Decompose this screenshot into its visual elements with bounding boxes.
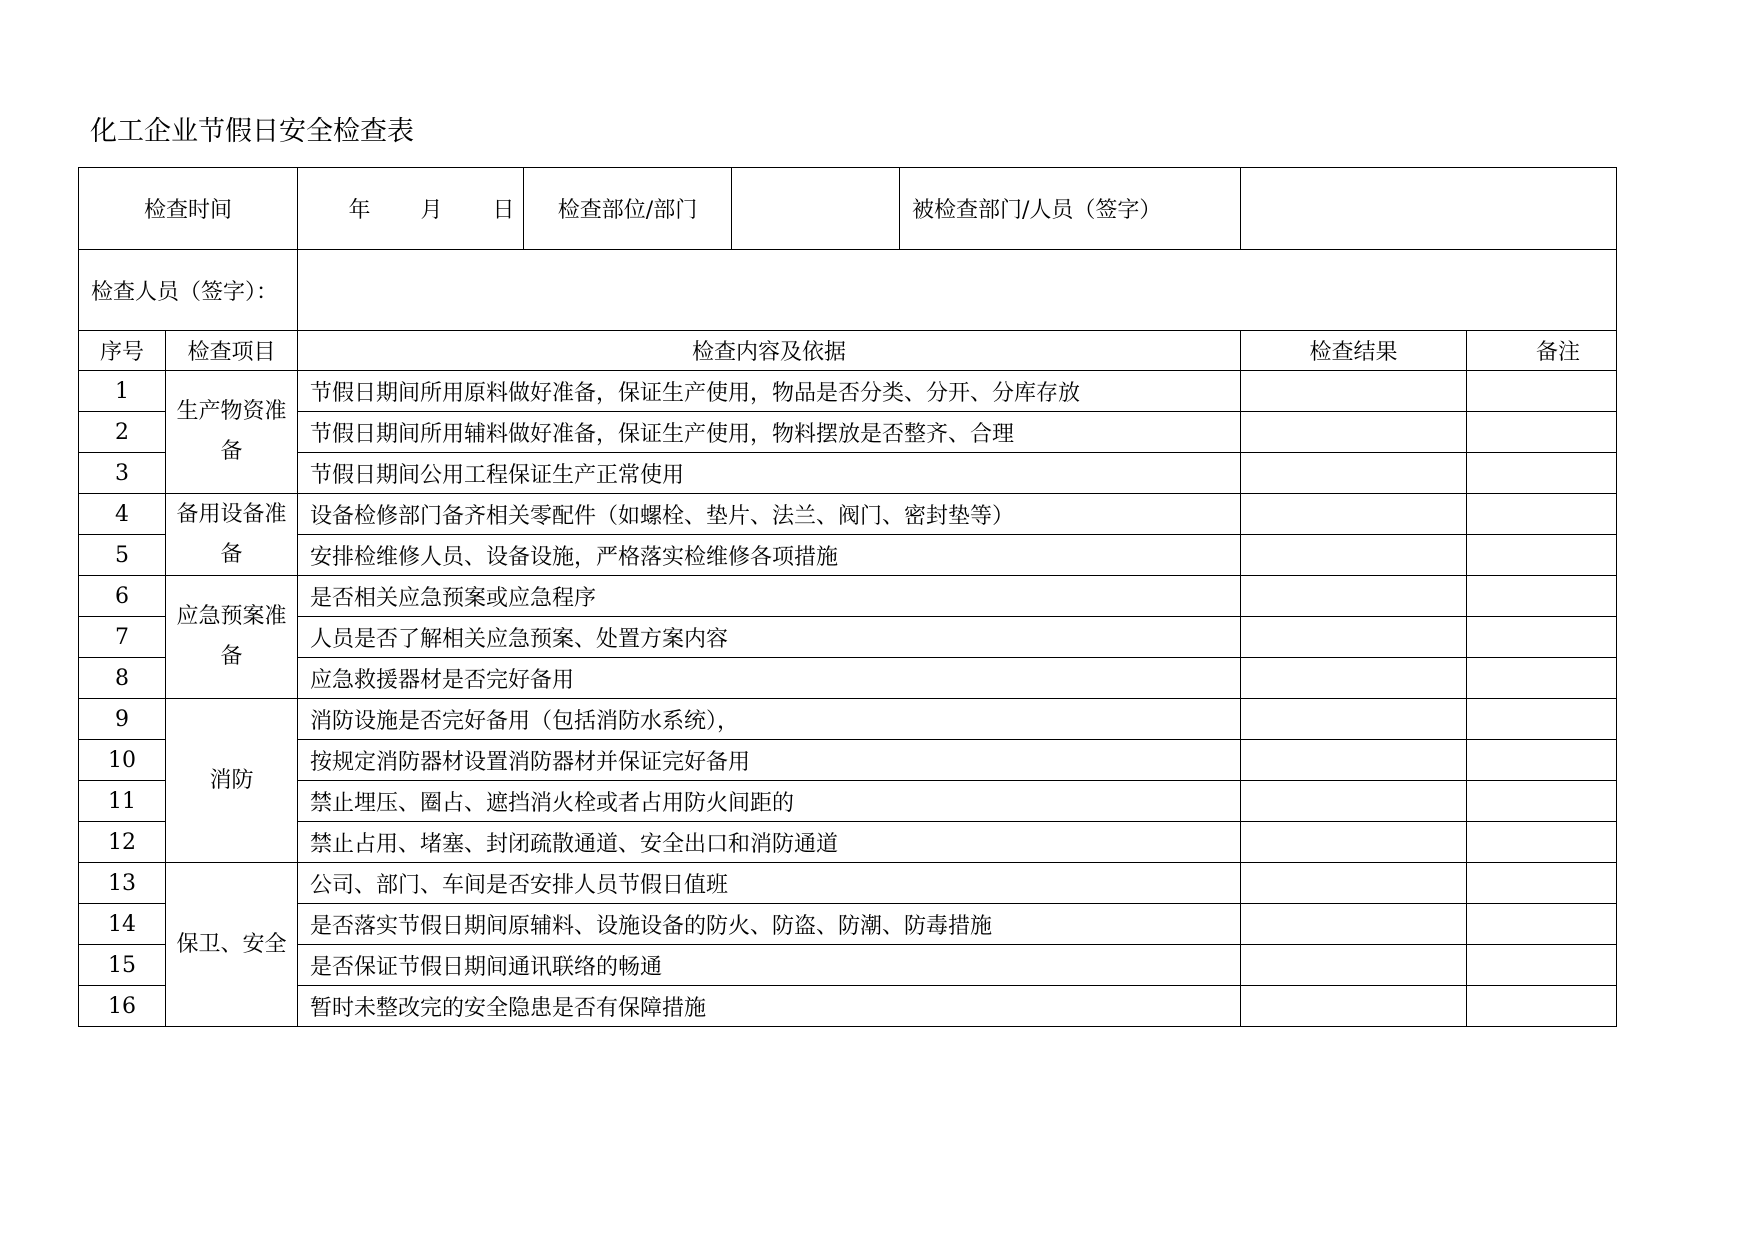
inspection-time-label: 检查时间 [79, 168, 298, 250]
inspector-label: 检查人员（签字）： [79, 250, 298, 331]
row-remark-field[interactable] [1467, 740, 1617, 781]
table-row [79, 453, 1617, 494]
category-label: 生产物资准备 [176, 399, 287, 464]
row-number: 1 [79, 371, 166, 412]
col-header-item: 检查项目 [166, 331, 298, 371]
table-row [79, 494, 1617, 535]
row-number: 9 [79, 699, 166, 740]
category-label: 备用设备准备 [176, 501, 287, 567]
row-result-field[interactable] [1241, 781, 1467, 822]
row-result-field[interactable] [1241, 904, 1467, 945]
header-row [79, 168, 1617, 250]
row-content: 是否保证节假日期间通讯联络的畅通 [298, 945, 1241, 986]
table-row [79, 576, 1617, 617]
row-result-field[interactable] [1241, 658, 1467, 699]
row-content: 是否相关应急预案或应急程序 [298, 576, 1241, 617]
row-number: 4 [79, 494, 166, 535]
row-result-field[interactable] [1241, 699, 1467, 740]
row-content: 节假日期间公用工程保证生产正常使用 [298, 453, 1241, 494]
row-number: 5 [79, 535, 166, 576]
row-result-field[interactable] [1241, 863, 1467, 904]
row-result-field[interactable] [1241, 617, 1467, 658]
row-remark-field[interactable] [1467, 412, 1617, 453]
row-number: 12 [79, 822, 166, 863]
row-number: 6 [79, 576, 166, 617]
table-row [79, 699, 1617, 740]
category-cell [166, 863, 298, 1027]
row-remark-field[interactable] [1467, 535, 1617, 576]
category-label: 消防 [209, 767, 254, 793]
category-label: 应急预案准备 [176, 604, 287, 669]
date-day-label: 日 [492, 198, 515, 223]
row-number: 15 [79, 945, 166, 986]
row-remark-field[interactable] [1467, 699, 1617, 740]
date-year-label: 年 [348, 198, 371, 223]
table-row [79, 863, 1617, 904]
row-content: 暂时未整改完的安全隐患是否有保障措施 [298, 986, 1241, 1027]
row-number: 2 [79, 412, 166, 453]
row-content: 消防设施是否完好备用（包括消防水系统）， [298, 699, 1241, 740]
row-number: 14 [79, 904, 166, 945]
table-row [79, 945, 1617, 986]
row-result-field[interactable] [1241, 412, 1467, 453]
row-remark-field[interactable] [1467, 822, 1617, 863]
table-row [79, 371, 1617, 412]
category-cell [166, 576, 298, 699]
row-content: 禁止埋压、圈占、遮挡消火栓或者占用防火间距的 [298, 781, 1241, 822]
row-remark-field[interactable] [1467, 453, 1617, 494]
row-remark-field[interactable] [1467, 986, 1617, 1027]
row-remark-field[interactable] [1467, 781, 1617, 822]
row-result-field[interactable] [1241, 822, 1467, 863]
inspector-signature-field[interactable] [298, 250, 1617, 331]
inspected-location-field[interactable] [732, 168, 900, 250]
row-number: 11 [79, 781, 166, 822]
row-content: 是否落实节假日期间原辅料、设施设备的防火、防盗、防潮、防毒措施 [298, 904, 1241, 945]
row-result-field[interactable] [1241, 453, 1467, 494]
col-header-result: 检查结果 [1241, 331, 1467, 371]
inspected-location-label: 检查部位/部门 [524, 168, 732, 250]
inspection-table [78, 167, 1617, 1027]
table-row [79, 904, 1617, 945]
row-remark-field[interactable] [1467, 617, 1617, 658]
inspector-row [79, 250, 1617, 331]
category-label: 保卫、安全 [176, 931, 287, 957]
category-cell [166, 494, 298, 576]
col-header-remark: 备注 [1467, 331, 1617, 371]
row-content: 公司、部门、车间是否安排人员节假日值班 [298, 863, 1241, 904]
row-content: 设备检修部门备齐相关零配件（如螺栓、垫片、法兰、阀门、密封垫等） [298, 494, 1241, 535]
inspection-time-field[interactable] [298, 168, 524, 250]
row-result-field[interactable] [1241, 986, 1467, 1027]
row-result-field[interactable] [1241, 535, 1467, 576]
column-header-row [79, 331, 1617, 371]
row-result-field[interactable] [1241, 576, 1467, 617]
row-content: 节假日期间所用辅料做好准备，保证生产使用，物料摆放是否整齐、合理 [298, 412, 1241, 453]
row-number: 13 [79, 863, 166, 904]
category-cell [166, 699, 298, 863]
row-content: 节假日期间所用原料做好准备，保证生产使用，物品是否分类、分开、分库存放 [298, 371, 1241, 412]
row-result-field[interactable] [1241, 371, 1467, 412]
page-title: 化工企业节假日安全检查表 [90, 116, 414, 147]
table-row [79, 535, 1617, 576]
table-row [79, 658, 1617, 699]
row-content: 安排检维修人员、设备设施，严格落实检维修各项措施 [298, 535, 1241, 576]
row-remark-field[interactable] [1467, 576, 1617, 617]
inspected-dept-label: 被检查部门/人员（签字） [900, 168, 1241, 250]
table-row [79, 740, 1617, 781]
row-remark-field[interactable] [1467, 371, 1617, 412]
table-row [79, 822, 1617, 863]
date-month-label: 月 [420, 198, 443, 223]
table-row [79, 781, 1617, 822]
row-number: 8 [79, 658, 166, 699]
row-number: 3 [79, 453, 166, 494]
row-remark-field[interactable] [1467, 945, 1617, 986]
row-result-field[interactable] [1241, 494, 1467, 535]
row-result-field[interactable] [1241, 740, 1467, 781]
row-remark-field[interactable] [1467, 494, 1617, 535]
row-result-field[interactable] [1241, 945, 1467, 986]
table-row [79, 986, 1617, 1027]
table-row [79, 617, 1617, 658]
row-remark-field[interactable] [1467, 863, 1617, 904]
row-content: 禁止占用、堵塞、封闭疏散通道、安全出口和消防通道 [298, 822, 1241, 863]
row-number: 10 [79, 740, 166, 781]
row-content: 按规定消防器材设置消防器材并保证完好备用 [298, 740, 1241, 781]
row-remark-field[interactable] [1467, 904, 1617, 945]
col-header-content: 检查内容及依据 [298, 331, 1241, 371]
table-row [79, 412, 1617, 453]
row-remark-field[interactable] [1467, 658, 1617, 699]
category-cell [166, 371, 298, 494]
row-number: 7 [79, 617, 166, 658]
row-content: 应急救援器材是否完好备用 [298, 658, 1241, 699]
inspected-dept-field[interactable] [1241, 168, 1617, 250]
col-header-no: 序号 [79, 331, 166, 371]
row-number: 16 [79, 986, 166, 1027]
row-content: 人员是否了解相关应急预案、处置方案内容 [298, 617, 1241, 658]
